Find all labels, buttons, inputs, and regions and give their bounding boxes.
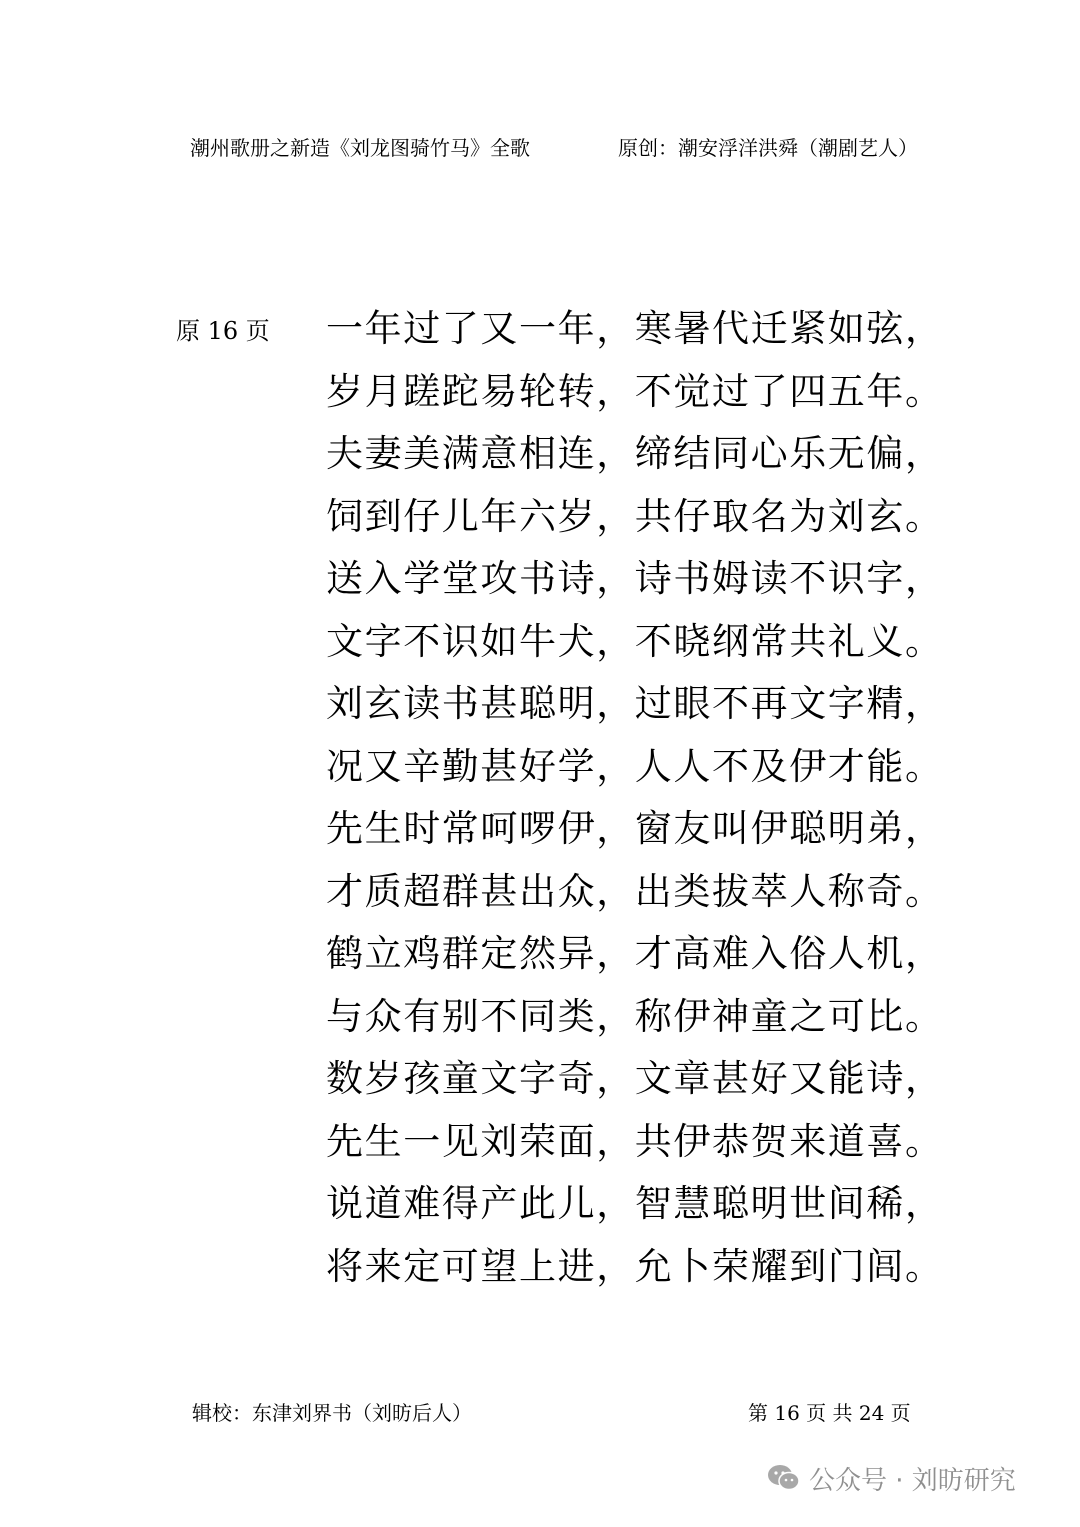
verse-line: 才质超群甚出众，出类拔萃人称奇。	[326, 869, 944, 913]
verse-line: 岁月蹉跎易轮转，不觉过了四五年。	[326, 369, 944, 413]
verse-line: 刘玄读书甚聪明，过眼不再文字精，	[326, 682, 944, 725]
verse-line: 况又辛勤甚好学，人人不及伊才能。	[326, 744, 944, 788]
header-author: 原创：潮安浮洋洪舜（潮剧艺人）	[618, 136, 918, 160]
original-page-label: 原 16 页	[176, 317, 270, 345]
verse-list	[326, 298, 944, 1298]
verse-line: 先生时常呵啰伊，窗友叫伊聪明弟，	[326, 807, 944, 850]
footer-editor: 辑校：东津刘界书（刘昉后人）	[192, 1401, 472, 1425]
verse-line: 一年过了又一年，寒暑代迁紧如弦，	[326, 307, 944, 350]
header-title: 潮州歌册之新造《刘龙图骑竹马》全歌	[190, 136, 530, 160]
verse-line: 夫妻美满意相连，缔结同心乐无偏，	[326, 432, 944, 475]
watermark	[767, 1458, 1016, 1498]
wechat-icon	[767, 1463, 801, 1493]
verse-line: 鹤立鸡群定然异，才高难入俗人机，	[326, 932, 944, 975]
verse-line: 将来定可望上进，允卜荣耀到门闾。	[326, 1244, 944, 1288]
verse-line: 先生一见刘荣面，共伊恭贺来道喜。	[326, 1119, 944, 1163]
verse-line: 说道难得产此儿，智慧聪明世间稀，	[326, 1182, 944, 1225]
verse-line: 文字不识如牛犬，不晓纲常共礼义。	[326, 619, 944, 663]
verse-line: 与众有别不同类，称伊神童之可比。	[326, 994, 944, 1038]
watermark-text: 公众号 · 刘昉研究	[809, 1465, 1016, 1496]
verse-line: 数岁孩童文字奇，文章甚好又能诗，	[326, 1057, 944, 1100]
verse-line: 送入学堂攻书诗，诗书姆读不识字，	[326, 557, 944, 600]
footer-page-info: 第 16 页 共 24 页	[748, 1401, 911, 1425]
verse-line: 饲到仔儿年六岁，共仔取名为刘玄。	[326, 494, 944, 538]
